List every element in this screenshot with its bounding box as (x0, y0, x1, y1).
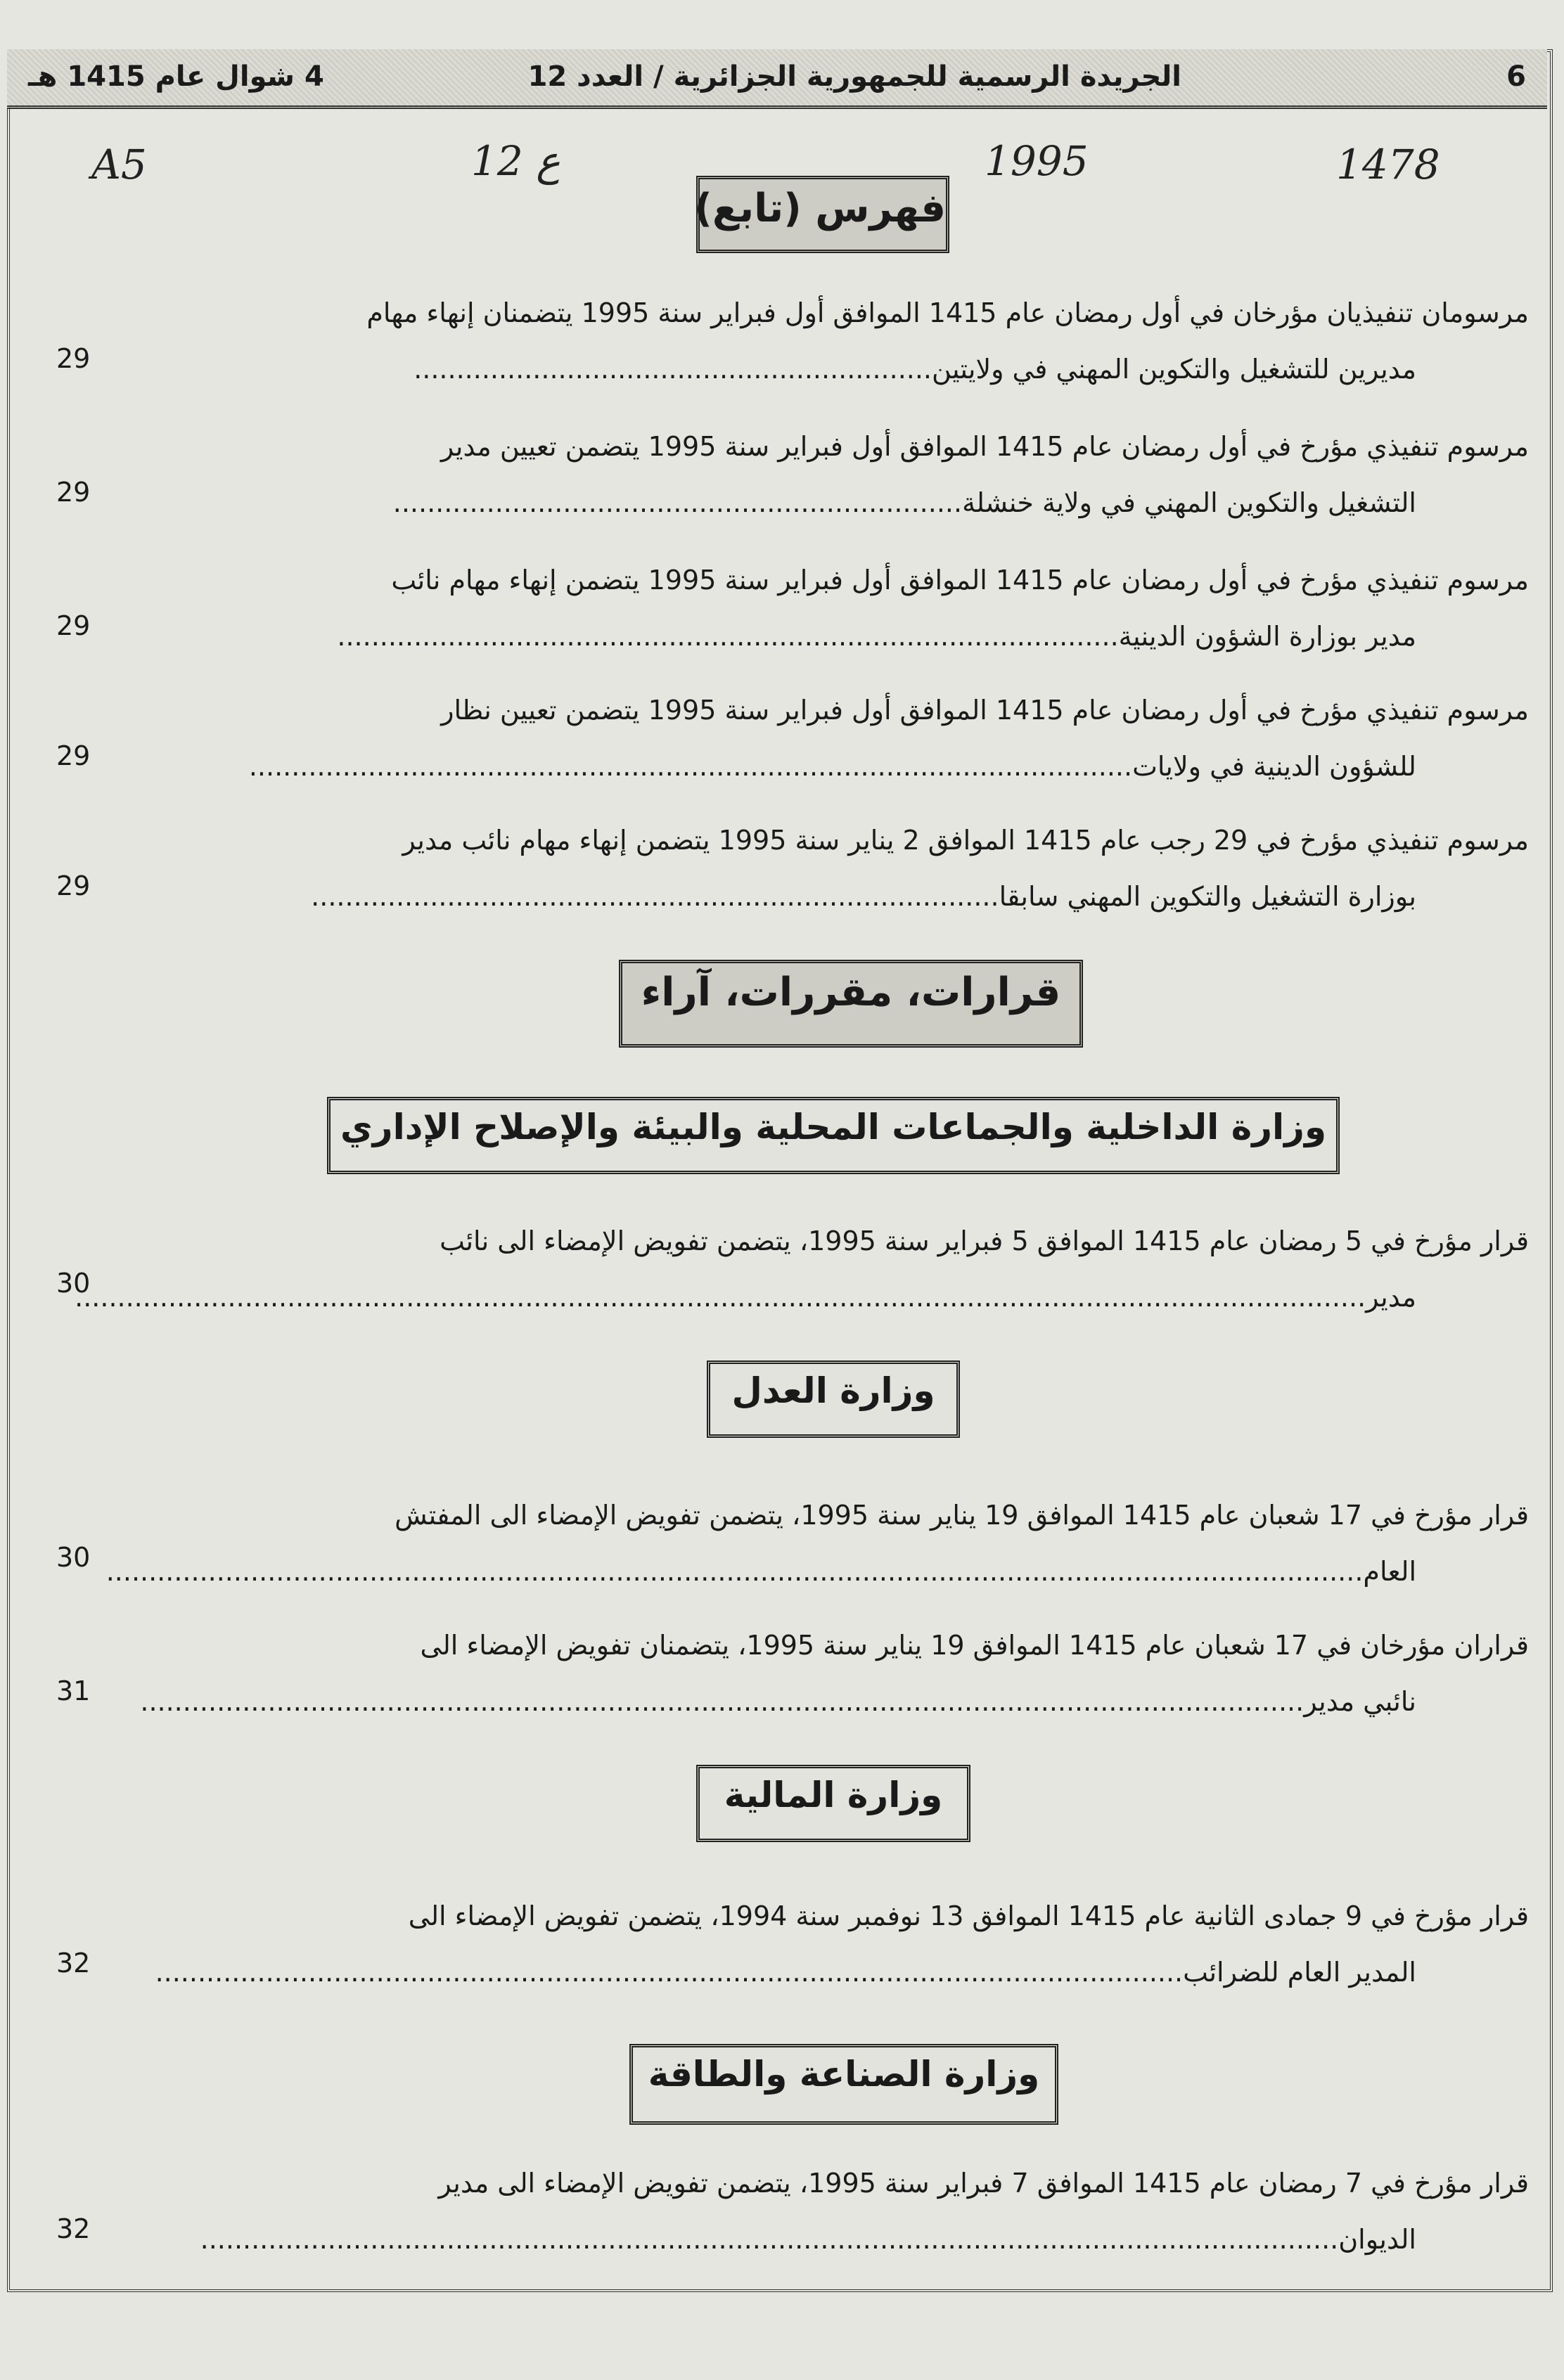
entry-line-1: مرسوم تنفيذي مؤرخ في أول رمضان عام 1415 الموافق أول فبراير سنة 1995 يتضمن تعيين مدير (440, 431, 1529, 462)
entry-page: 29 (56, 477, 91, 508)
entry-line-2: بوزارة التشغيل والتكوين المهني سابقا (999, 881, 1416, 912)
index-entry: مرسوم تنفيذي مؤرخ في أول رمضان عام 1415 الموافق أول فبراير سنة 1995 يتضمن إنهاء مهام نائب مدير بوزارة الشؤون الدينية............................................................................................ (87, 552, 1529, 664)
section-decisions: قرارات، مقررات، آراء (619, 960, 1083, 1048)
handwritten-ref: 1478 (1336, 141, 1440, 188)
entry-page: 32 (56, 2213, 91, 2244)
header-date: 4 شوال عام 1415 هـ (28, 60, 324, 93)
entry-page: 29 (56, 610, 91, 641)
entry-page: 32 (56, 1948, 91, 1979)
section-index-continued: فهرس (تابع) (696, 176, 949, 253)
entry-line-2: الديوان (1338, 2224, 1416, 2255)
entry-line-2: نائبي مدير (1304, 1686, 1416, 1717)
entry-page: 30 (56, 1268, 91, 1299)
index-entry: قرار مؤرخ في 9 جمادى الثانية عام 1415 الموافق 13 نوفمبر سنة 1994، يتضمن تفويض الإمضاء الى المدير العام للضرائب......................................................................................................................... (87, 1888, 1529, 2000)
index-entry: قرار مؤرخ في 5 رمضان عام 1415 الموافق 5 فبراير سنة 1995، يتضمن تفويض الإمضاء الى نائب مدير........................................................................................................................................................ (87, 1213, 1529, 1325)
entry-line-1: مرسوم تنفيذي مؤرخ في أول رمضان عام 1415 الموافق أول فبراير سنة 1995 يتضمن تعيين نظار (441, 695, 1529, 726)
entry-page: 29 (56, 740, 91, 771)
entry-line-1: مرسوم تنفيذي مؤرخ في 29 رجب عام 1415 الموافق 2 يناير سنة 1995 يتضمن إنهاء مهام نائب مدير (402, 825, 1529, 856)
entry-page: 31 (56, 1675, 91, 1706)
handwritten-code: A5 (91, 141, 147, 188)
entry-line-1: قرار مؤرخ في 17 شعبان عام 1415 الموافق 19 يناير سنة 1995، يتضمن تفويض الإمضاء الى المفتش (395, 1500, 1529, 1531)
index-entry: قرار مؤرخ في 7 رمضان عام 1415 الموافق 7 فبراير سنة 1995، يتضمن تفويض الإمضاء الى مدير الديوان...................................................................................................................................... (87, 2155, 1529, 2268)
entry-line-2: للشؤون الدينية في ولايات (1132, 751, 1416, 782)
index-entry: قراران مؤرخان في 17 شعبان عام 1415 الموافق 19 يناير سنة 1995، يتضمنان تفويض الإمضاء الى نائبي مدير......................................................................................................................................... (87, 1617, 1529, 1730)
index-entry: مرسوم تنفيذي مؤرخ في أول رمضان عام 1415 الموافق أول فبراير سنة 1995 يتضمن تعيين مدير التشغيل والتكوين المهني في ولاية خنشلة................................................................... (87, 418, 1529, 531)
index-entry: مرسوم تنفيذي مؤرخ في أول رمضان عام 1415 الموافق أول فبراير سنة 1995 يتضمن تعيين نظار للشؤون الدينية في ولايات........................................................................................................ (87, 682, 1529, 795)
handwritten-year: 1995 (985, 137, 1089, 185)
entry-line-1: قراران مؤرخان في 17 شعبان عام 1415 الموافق 19 يناير سنة 1995، يتضمنان تفويض الإمضاء الى (420, 1630, 1529, 1661)
entry-line-2: التشغيل والتكوين المهني في ولاية خنشلة (962, 487, 1416, 518)
entry-line-1: قرار مؤرخ في 5 رمضان عام 1415 الموافق 5 فبراير سنة 1995، يتضمن تفويض الإمضاء الى نائب (440, 1226, 1529, 1256)
section-interior-ministry: وزارة الداخلية والجماعات المحلية والبيئة والإصلاح الإداري (327, 1097, 1340, 1174)
entry-line-1: مرسوم تنفيذي مؤرخ في أول رمضان عام 1415 الموافق أول فبراير سنة 1995 يتضمن إنهاء مهام نائب (391, 565, 1529, 596)
entry-line-1: قرار مؤرخ في 9 جمادى الثانية عام 1415 الموافق 13 نوفمبر سنة 1994، يتضمن تفويض الإمضاء الى (408, 1900, 1529, 1931)
index-entry: قرار مؤرخ في 17 شعبان عام 1415 الموافق 19 يناير سنة 1995، يتضمن تفويض الإمضاء الى المفتش العام.................................................................................................................................................... (87, 1487, 1529, 1600)
entry-line-2: مدير (1366, 1282, 1416, 1313)
journal-title: الجريدة الرسمية للجمهورية الجزائرية / العدد 12 (527, 60, 1181, 93)
entry-page: 29 (56, 870, 91, 901)
handwritten-issue: 12 ع (471, 137, 560, 185)
entry-line-1: قرار مؤرخ في 7 رمضان عام 1415 الموافق 7 فبراير سنة 1995، يتضمن تفويض الإمضاء الى مدير (438, 2168, 1529, 2199)
entry-line-1: مرسومان تنفيذيان مؤرخان في أول رمضان عام 1415 الموافق أول فبراير سنة 1995 يتضمنان إنهاء مهام (366, 297, 1529, 328)
entry-page: 30 (56, 1542, 91, 1573)
section-finance-ministry: وزارة المالية (696, 1765, 970, 1842)
index-entry: مرسوم تنفيذي مؤرخ في 29 رجب عام 1415 الموافق 2 يناير سنة 1995 يتضمن إنهاء مهام نائب مدير بوزارة التشغيل والتكوين المهني سابقا................................................................................. (87, 812, 1529, 925)
entry-line-2: المدير العام للضرائب (1183, 1957, 1416, 1988)
entry-line-2: مدير بوزارة الشؤون الدينية (1118, 621, 1416, 652)
index-entry: مرسومان تنفيذيان مؤرخان في أول رمضان عام 1415 الموافق أول فبراير سنة 1995 يتضمنان إنهاء مهام مديرين للتشغيل والتكوين المهني في ولايتين............................................................. (87, 285, 1529, 397)
section-justice-ministry: وزارة العدل (707, 1361, 960, 1438)
section-industry-ministry: وزارة الصناعة والطاقة (629, 2044, 1058, 2125)
entry-line-2: مديرين للتشغيل والتكوين المهني في ولايتين (932, 354, 1416, 385)
page-number: 6 (1506, 60, 1526, 93)
entry-line-2: العام (1363, 1556, 1416, 1587)
page-header (7, 49, 1547, 109)
entry-page: 29 (56, 343, 91, 374)
